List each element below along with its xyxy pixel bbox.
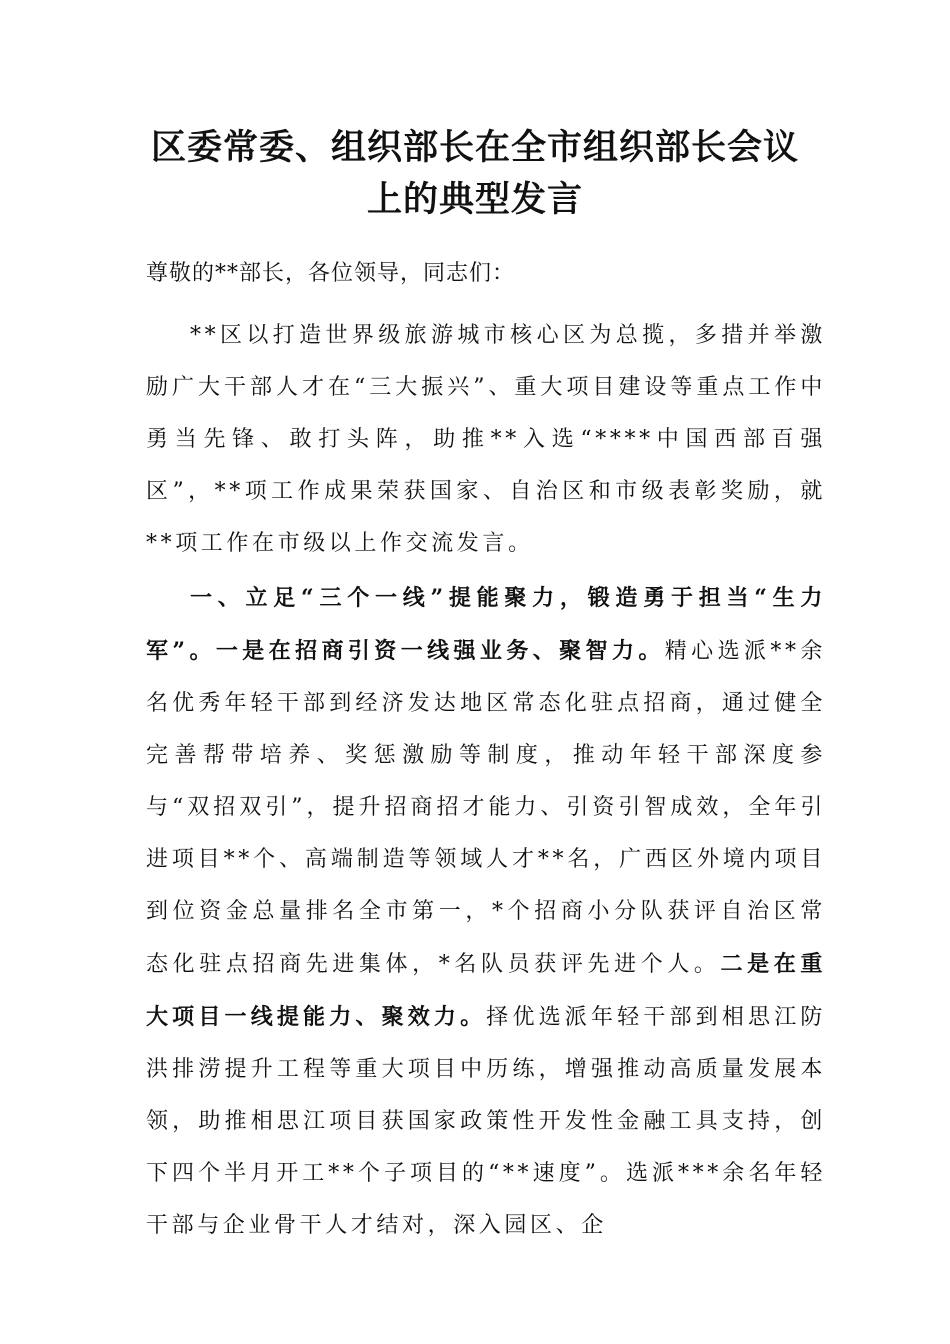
document-title-line-1: 区委常委、组织部长在全市组织部长会议	[150, 127, 799, 168]
point-2-heading: 二是在重大项目一线提能力、聚效力。	[146, 951, 826, 1030]
point-1-text: 精心选派**余名优秀年轻干部到经济发达地区常态化驻点招商，通过健全完善帮带培养、奖惩激励等制度，推动年轻干部深度参与“双招双引”，提升招商招才能力、引资引智成效，全年引进项目**个、高端制造等领域人才**名，广西区外境内项目到位资金总量排名全市第一，*个招商小分队获评自治区常态化驻点招商先进集体，*名队员获评先进个人。	[146, 639, 826, 977]
section-1-paragraph	[146, 572, 826, 1252]
point-2-text: 择优选派年轻干部到相思江防洪排涝提升工程等重大项目中历练，增强推动高质量发展本领，助推相思江项目获国家政策性开发性金融工具支持，创下四个半月开工**个子项目的“**速度”。选派***余名年轻干部与企业骨干人才结对，深入园区、企	[146, 1005, 826, 1238]
document-title-line-2: 上的典型发言	[366, 179, 583, 220]
intro-paragraph: **区以打造世界级旅游城市核心区为总揽，多措并举激励广大干部人才在“三大振兴”、重大项目建设等重点工作中勇当先锋、敢打头阵，助推**入选“****中国西部百强区”，**项工作成果荣获国家、自治区和市级表彰奖励，就**项工作在市级以上作交流发言。	[146, 323, 826, 556]
point-1-heading: 一是在招商引资一线强业务、聚智力。	[215, 638, 665, 664]
salutation: 尊敬的**部长，各位领导，同志们：	[146, 261, 516, 286]
section-1-heading: 一、立足“三个一线”提能聚力，锻造勇于担当“生力军”。	[146, 585, 826, 664]
